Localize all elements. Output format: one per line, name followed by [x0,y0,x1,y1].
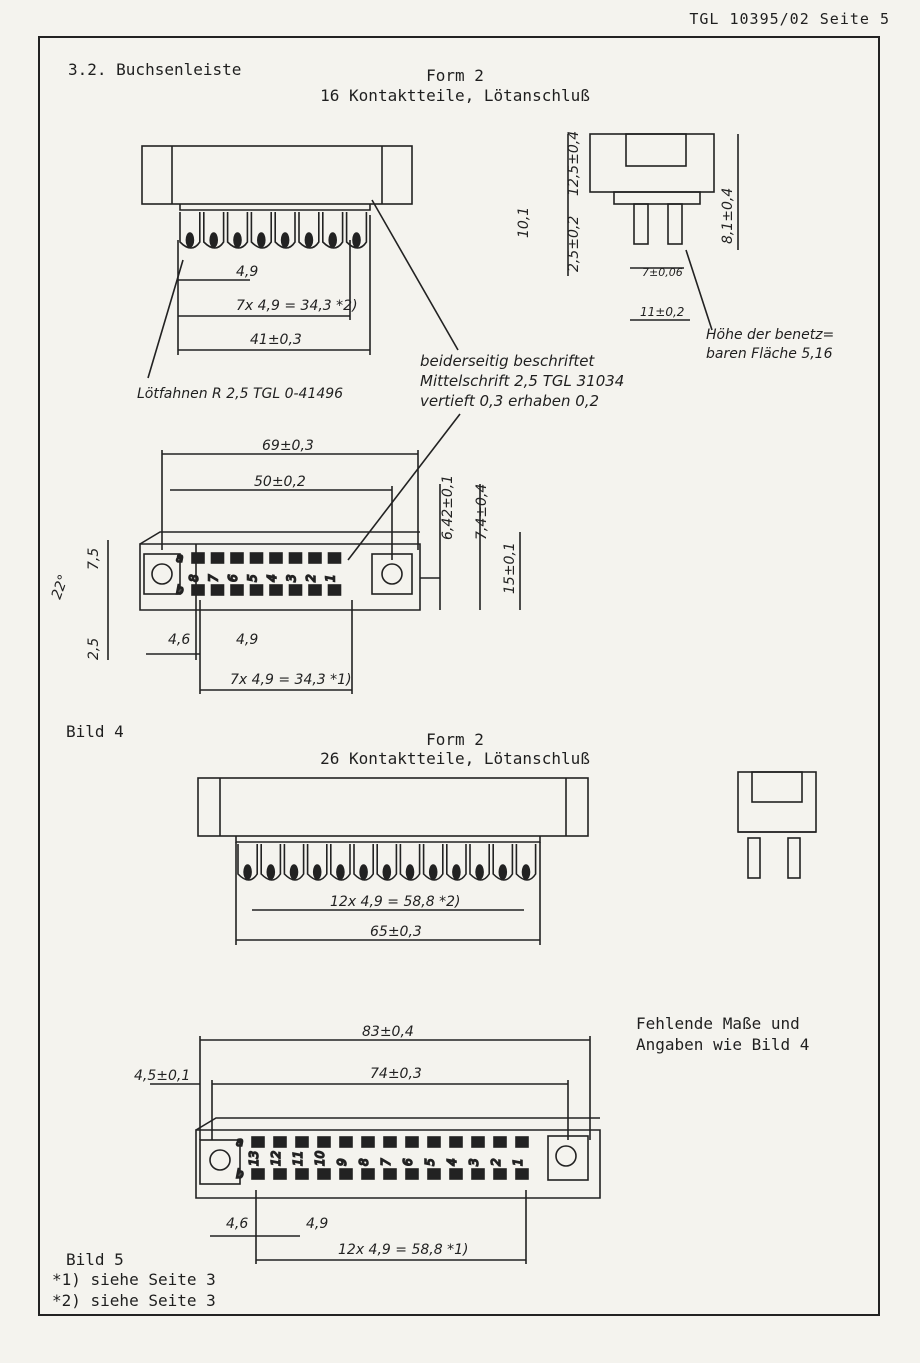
contact-lower [274,1169,286,1179]
solder-tab [210,233,217,247]
fig4-side-dim-low: 2,5±0,2 [566,215,582,272]
solder-tab [244,865,251,879]
row-label: b [236,1167,244,1181]
contact-upper [270,553,282,563]
contact-number: 1 [511,1158,525,1166]
fig4-side-dim-right: 8,1±0,4 [720,187,736,244]
contact-lower [450,1169,462,1179]
fig5-pins [238,844,536,880]
contact-number: 1 [323,574,338,582]
fig4-side-view [568,134,738,330]
contact-upper [406,1137,418,1147]
fig5-dim-pitch-bottom: 4,9 [306,1216,329,1232]
figure4-caption: Bild 4 [66,722,124,741]
marking-note-line-2: Mittelschrift 2,5 TGL 31034 [420,372,625,390]
fig4-side-dim-top: 12,5±0,4 [566,130,582,196]
contact-upper [450,1137,462,1147]
figure5-subtitle: 26 Kontaktteile, Lötanschluß [320,749,590,768]
figure4-form: Form 2 [426,66,484,85]
contact-upper [516,1137,528,1147]
contact-lower [252,1169,264,1179]
solder-tab [453,865,460,879]
figure5-form: Form 2 [426,730,484,749]
contact-lower [290,585,302,595]
solder-tab [430,865,437,879]
solder-tabs-label: Lötfahnen R 2,5 TGL 0-41496 [137,386,344,402]
contact-upper [296,1137,308,1147]
fig4-dim-h3: 15±0,1 [502,542,518,594]
contact-lower [270,585,282,595]
solder-tab [305,233,312,247]
contact-number: 12 [269,1150,283,1166]
fig4-side-dim-w2: 11±0,2 [640,305,685,319]
figure4-subtitle: 16 Kontaktteile, Lötanschluß [320,86,590,105]
contact-number: 4 [265,574,279,582]
solder-tab [258,233,265,247]
contact-lower [384,1169,396,1179]
solder-tab [360,865,367,879]
contact-lower [428,1169,440,1179]
contact-number: 6 [226,574,240,582]
fig5-dim-offset-bottom: 4,6 [226,1216,249,1232]
fig5-dim-edge: 4,5±0,1 [134,1068,191,1084]
contact-number: 11 [291,1150,305,1166]
section-title: 3.2. Buchsenleiste [68,60,242,79]
fig5-dim-hole-spacing: 74±0,3 [370,1066,422,1082]
solder-tab [383,865,390,879]
contact-lower [516,1169,528,1179]
fig4-dim-overall-top: 41±0,3 [250,332,302,348]
row-label: a [176,551,184,565]
solder-tab [267,865,274,879]
solder-tab [523,865,530,879]
fig4-side-dim-mid: 10,1 [516,206,532,238]
contact-lower [362,1169,374,1179]
contact-number: 10 [313,1150,327,1166]
fig4-dim-left-25: 2,5 [86,637,102,660]
footnote-1: *1) siehe Seite 3 [52,1270,216,1289]
wettable-height-line-1: Höhe der benetz= [706,327,835,343]
contact-upper [212,553,224,563]
contact-number: 5 [245,574,260,582]
fig4-dim-h2: 7,4±0,4 [474,483,490,540]
contact-lower [231,585,243,595]
contact-lower [296,1169,308,1179]
wettable-height-line-2: baren Fläche 5,16 [706,346,833,362]
fig4-dim-pitch-bottom: 4,9 [236,632,259,648]
fig4-dim-offset-bottom: 4,6 [168,632,191,648]
footnote-2: *2) siehe Seite 3 [52,1291,216,1310]
solder-tab [186,233,193,247]
contact-upper [329,553,341,563]
contact-number: 6 [401,1158,415,1166]
fig5-dim-width-bottom: 83±0,4 [362,1024,414,1040]
contact-lower [251,585,263,595]
contact-number: 7 [379,1158,393,1166]
fig4-dim-span-bottom: 7x 4,9 = 34,3 *1) [230,672,352,688]
contact-number: 5 [423,1158,437,1166]
contact-upper [192,553,204,563]
solder-tab [314,865,321,879]
missing-dimensions-note-line-1: Fehlende Maße und [636,1014,800,1033]
solder-tab [353,233,360,247]
solder-tab [282,233,289,247]
missing-dimensions-note-line-2: Angaben wie Bild 4 [636,1035,810,1054]
marking-note-line-3: vertieft 0,3 erhaben 0,2 [420,392,600,410]
contact-lower [309,585,321,595]
solder-tab [329,233,336,247]
row-label: b [176,583,184,597]
contact-upper [231,553,243,563]
contact-upper [494,1137,506,1147]
contact-number: 13 [247,1150,261,1166]
solder-tab [337,865,344,879]
solder-tab [234,233,241,247]
contact-lower [318,1169,330,1179]
fig4-side-dim-w1: 7±0,06 [642,266,683,279]
contact-upper [251,553,263,563]
fig5-contact-grid [236,1135,528,1181]
contact-number: 2 [304,574,318,582]
contact-number: 3 [284,574,299,582]
fig5-dim-overall-top: 65±0,3 [370,924,422,940]
contact-lower [329,585,341,595]
fig4-dim-hole-spacing: 50±0,2 [254,474,306,490]
contact-upper [428,1137,440,1147]
fig5-dim-span-bottom: 12x 4,9 = 58,8 *1) [338,1242,469,1258]
contact-lower [212,585,224,595]
contact-upper [362,1137,374,1147]
contact-lower [192,585,204,595]
solder-tab [407,865,414,879]
contact-lower [494,1169,506,1179]
contact-upper [318,1137,330,1147]
fig4-dim-pitch: 4,9 [236,264,259,280]
contact-upper [472,1137,484,1147]
contact-upper [274,1137,286,1147]
fig4-contact-grid [176,551,341,597]
contact-number: 8 [187,574,201,582]
fig4-pins [180,212,366,248]
contact-lower [340,1169,352,1179]
contact-lower [406,1169,418,1179]
figure5-caption: Bild 5 [66,1250,124,1269]
contact-upper [384,1137,396,1147]
solder-tab [291,865,298,879]
contact-upper [309,553,321,563]
contact-number: 8 [357,1158,371,1166]
contact-lower [472,1169,484,1179]
solder-tab [499,865,506,879]
contact-upper [290,553,302,563]
row-label: a [236,1135,244,1149]
marking-note-line-1: beiderseitig beschriftet [420,352,595,370]
fig5-side-view [738,772,816,878]
fig4-dim-left-75: 7,5 [86,547,102,570]
fig4-dim-span-top: 7x 4,9 = 34,3 *2) [236,298,358,314]
solder-tab [476,865,483,879]
contact-number: 9 [335,1158,349,1166]
contact-number: 3 [467,1158,481,1166]
fig5-dim-span-top: 12x 4,9 = 58,8 *2) [330,894,461,910]
fig4-dim-h1: 6,42±0,1 [440,474,456,540]
contact-upper [252,1137,264,1147]
contact-number: 4 [445,1158,459,1166]
document-reference: TGL 10395/02 Seite 5 [689,10,890,28]
fig4-dim-width-bottom: 69±0,3 [262,438,314,454]
contact-number: 2 [489,1158,503,1166]
fig4-dim-angle: 22° [48,572,73,602]
contact-upper [340,1137,352,1147]
contact-number: 7 [206,574,221,582]
